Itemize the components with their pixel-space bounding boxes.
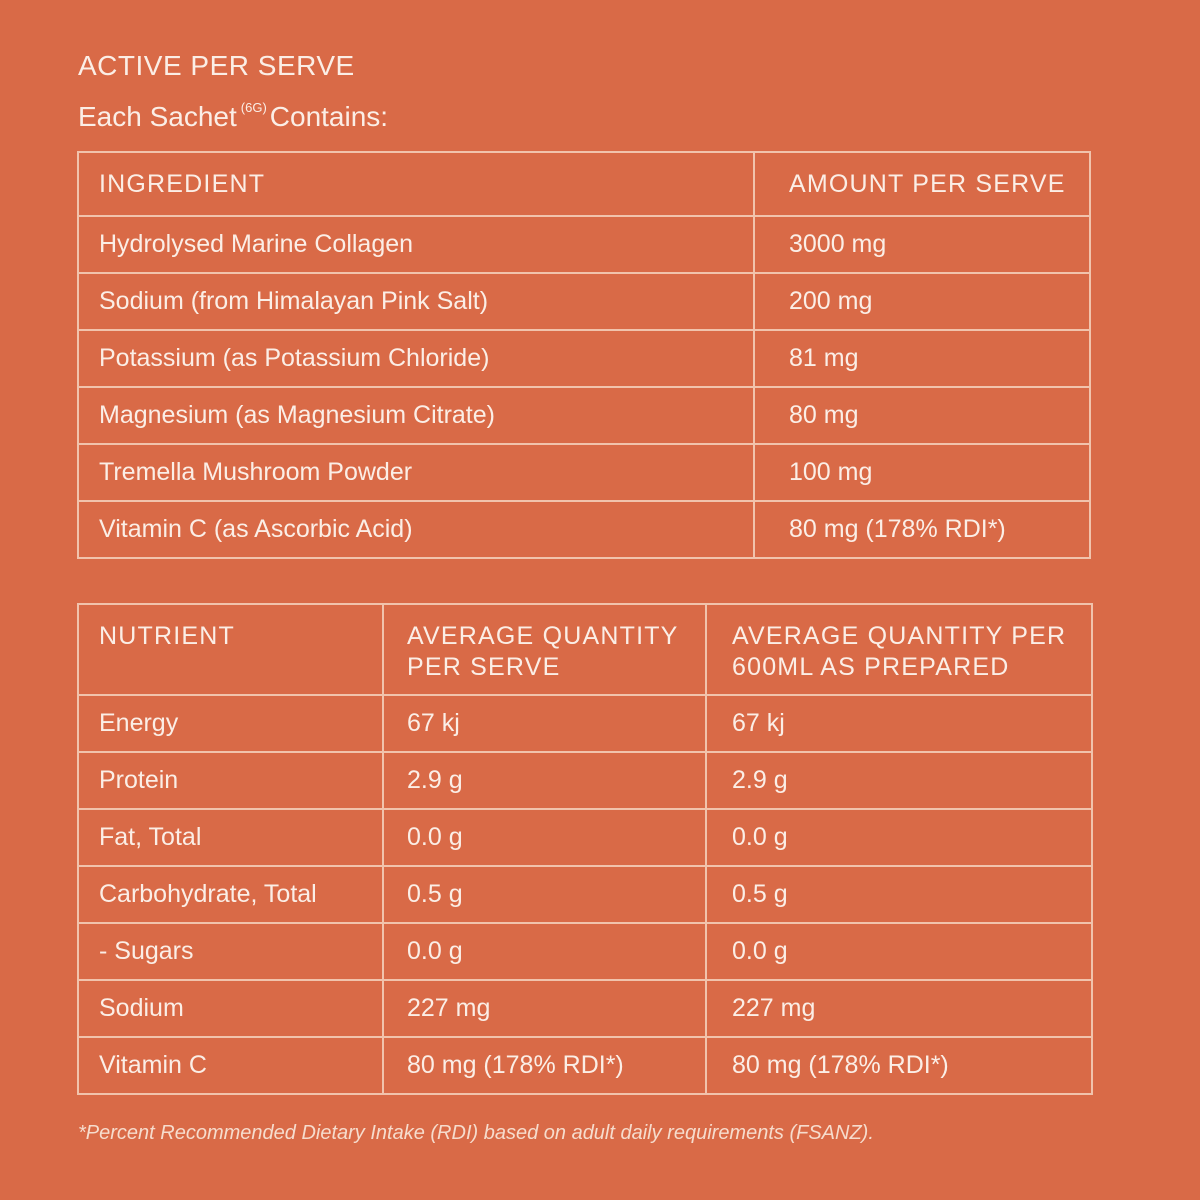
ingredient-name: Sodium (from Himalayan Pink Salt) xyxy=(78,273,754,330)
column-header-per-600ml: AVERAGE QUANTITY PER 600ML AS PREPARED xyxy=(706,604,1092,695)
column-header-nutrient: NUTRIENT xyxy=(78,604,383,695)
table-row xyxy=(78,501,1090,558)
table-row xyxy=(78,216,1090,273)
table-row xyxy=(78,273,1090,330)
page-subtitle xyxy=(78,90,388,135)
table-row xyxy=(78,923,1092,980)
ingredient-amount: 80 mg (178% RDI*) xyxy=(754,501,1090,558)
nutrient-per-serve: 0.0 g xyxy=(383,923,706,980)
header xyxy=(78,48,388,135)
sachet-size: (6G) xyxy=(240,100,267,115)
nutrients-table xyxy=(77,603,1093,1095)
nutrient-name: Vitamin C xyxy=(78,1037,383,1094)
nutrient-name: Sodium xyxy=(78,980,383,1037)
table-row xyxy=(78,387,1090,444)
nutrient-per-600ml: 67 kj xyxy=(706,695,1092,752)
nutrient-per-600ml: 0.5 g xyxy=(706,866,1092,923)
nutrient-name: Fat, Total xyxy=(78,809,383,866)
table-row xyxy=(78,444,1090,501)
ingredient-amount: 100 mg xyxy=(754,444,1090,501)
nutrient-per-serve: 0.5 g xyxy=(383,866,706,923)
column-header-per-serve: AVERAGE QUANTITY PER SERVE xyxy=(383,604,706,695)
subtitle-suffix: Contains: xyxy=(269,101,389,132)
nutrient-per-600ml: 0.0 g xyxy=(706,809,1092,866)
table-row xyxy=(78,1037,1092,1094)
nutrient-per-serve: 227 mg xyxy=(383,980,706,1037)
table-row xyxy=(78,752,1092,809)
nutrient-name: - Sugars xyxy=(78,923,383,980)
nutrient-per-serve: 2.9 g xyxy=(383,752,706,809)
table-header-row xyxy=(78,604,1092,695)
nutrient-name: Carbohydrate, Total xyxy=(78,866,383,923)
nutrient-per-600ml: 2.9 g xyxy=(706,752,1092,809)
ingredients-table xyxy=(77,151,1091,559)
nutrient-per-600ml: 227 mg xyxy=(706,980,1092,1037)
nutrient-per-serve: 67 kj xyxy=(383,695,706,752)
nutrient-per-600ml: 80 mg (178% RDI*) xyxy=(706,1037,1092,1094)
nutrient-name: Protein xyxy=(78,752,383,809)
table-header-row xyxy=(78,152,1090,216)
table-row xyxy=(78,330,1090,387)
subtitle-prefix: Each Sachet xyxy=(78,101,237,132)
table-row xyxy=(78,695,1092,752)
footnote: *Percent Recommended Dietary Intake (RDI) based on adult daily requirements (FSANZ). xyxy=(78,1122,874,1144)
table-row xyxy=(78,866,1092,923)
ingredient-amount: 80 mg xyxy=(754,387,1090,444)
nutrient-per-600ml: 0.0 g xyxy=(706,923,1092,980)
nutrient-per-serve: 80 mg (178% RDI*) xyxy=(383,1037,706,1094)
ingredient-name: Potassium (as Potassium Chloride) xyxy=(78,330,754,387)
column-header-amount: AMOUNT PER SERVE xyxy=(754,152,1090,216)
nutrient-name: Energy xyxy=(78,695,383,752)
nutrient-per-serve: 0.0 g xyxy=(383,809,706,866)
ingredient-name: Vitamin C (as Ascorbic Acid) xyxy=(78,501,754,558)
ingredient-name: Tremella Mushroom Powder xyxy=(78,444,754,501)
ingredient-amount: 81 mg xyxy=(754,330,1090,387)
ingredient-amount: 3000 mg xyxy=(754,216,1090,273)
page-title: ACTIVE PER SERVE xyxy=(78,50,355,81)
ingredient-name: Magnesium (as Magnesium Citrate) xyxy=(78,387,754,444)
column-header-ingredient: INGREDIENT xyxy=(78,152,754,216)
ingredient-amount: 200 mg xyxy=(754,273,1090,330)
ingredient-name: Hydrolysed Marine Collagen xyxy=(78,216,754,273)
table-row xyxy=(78,980,1092,1037)
table-row xyxy=(78,809,1092,866)
